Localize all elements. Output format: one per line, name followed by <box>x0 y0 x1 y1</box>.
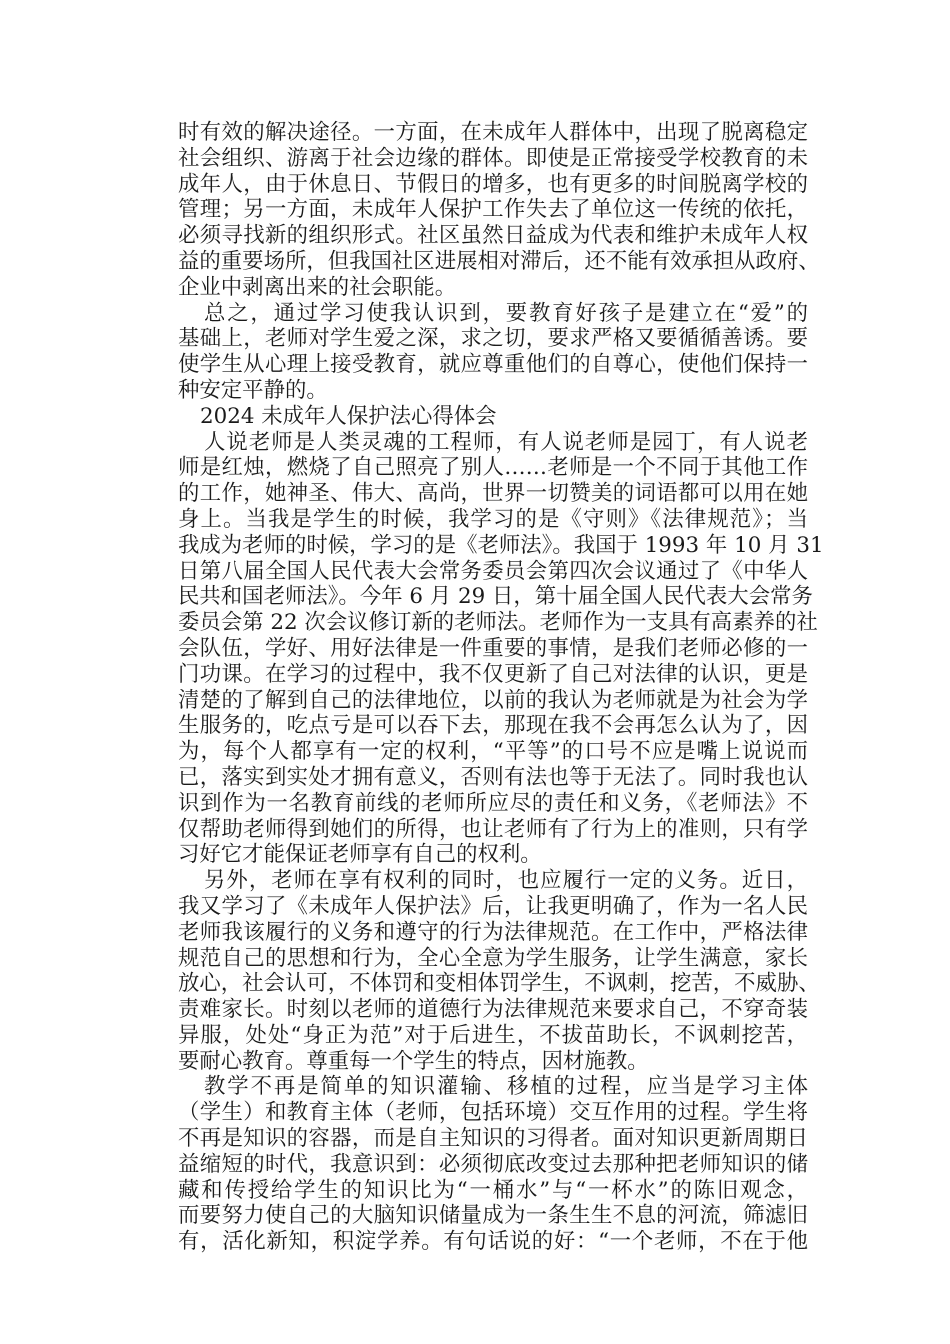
text-line: 放心，社会认可，不体罚和变相体罚学生，不讽刺，挖苦，不威胁、 <box>178 971 820 997</box>
text-line: 益缩短的时代，我意识到：必须彻底改变过去那种把老师知识的储 <box>178 1151 808 1177</box>
text-line: 而要努力使自己的大脑知识储量成为一条生生不息的河流，筛滤旧 <box>178 1203 808 1229</box>
text-line: 识到作为一名教育前线的老师所应尽的责任和义务，《老师法》不 <box>178 790 808 816</box>
text-line: 使学生从心理上接受教育，就应尊重他们的自尊心，使他们保持一 <box>178 352 808 378</box>
text-line: 种安定平静的。 <box>178 377 328 403</box>
text-line: 异服，处处“身正为范”对于后进生，不拔苗助长，不讽刺挖苦， <box>178 1022 808 1048</box>
text-line: 老师我该履行的义务和遵守的行为法律规范。在工作中，严格法律 <box>178 919 808 945</box>
text-line: 责难家长。时刻以老师的道德行为法律规范来要求自己，不穿奇装 <box>178 997 808 1023</box>
text-line: 习好它才能保证老师享有自己的权利。 <box>178 842 542 868</box>
text-line: 藏和传授给学生的知识比为“一桶水”与“一杯水”的陈旧观念， <box>178 1177 808 1203</box>
text-line: 生服务的，吃点亏是可以吞下去，那现在我不会再怎么认为了，因 <box>178 713 808 739</box>
text-line: 师是红烛，燃烧了自己照亮了别人……老师是一个不同于其他工作 <box>178 455 808 481</box>
text-line: 已，落实到实处才拥有意义，否则有法也等于无法了。同时我也认 <box>178 764 808 790</box>
text-line: 人说老师是人类灵魂的工程师，有人说老师是园丁，有人说老 <box>204 429 808 455</box>
text-line: 规范自己的思想和行为，全心全意为学生服务，让学生满意，家长 <box>178 945 808 971</box>
text-line: 仅帮助老师得到她们的所得，也让老师有了行为上的准则，只有学 <box>178 816 808 842</box>
document-body <box>178 120 824 1255</box>
section-heading: 2024 未成年人保护法心得体会 <box>200 403 497 429</box>
text-line: （学生）和教育主体（老师，包括环境）交互作用的过程。学生将 <box>178 1100 808 1126</box>
text-line: 会队伍，学好、用好法律是一件重要的事情，是我们老师必修的一 <box>178 635 808 661</box>
text-line: 日第八届全国人民代表大会常务委员会第四次会议通过了《中华人 <box>178 558 808 584</box>
text-line: 另外，老师在享有权利的同时，也应履行一定的义务。近日， <box>204 868 808 894</box>
text-line: 不再是知识的容器，而是自主知识的习得者。面对知识更新周期日 <box>178 1126 808 1152</box>
text-line: 我成为老师的时候，学习的是《老师法》。我国于 1993 年 10 月 31 <box>178 532 824 558</box>
text-line: 身上。当我是学生的时候，我学习的是《守则》《法律规范》；当 <box>178 506 808 532</box>
text-line: 企业中剥离出来的社会职能。 <box>178 274 457 300</box>
text-line: 基础上，老师对学生爱之深，求之切，要求严格又要循循善诱。要 <box>178 326 808 352</box>
text-line: 为，每个人都享有一定的权利，“平等”的口号不应是嘴上说说而 <box>178 739 808 765</box>
text-line: 管理；另一方面，未成年人保护工作失去了单位这一传统的依托， <box>178 197 808 223</box>
text-line: 门功课。在学习的过程中，我不仅更新了自己对法律的认识，更是 <box>178 661 808 687</box>
text-line: 教学不再是简单的知识灌输、移植的过程，应当是学习主体 <box>204 1074 808 1100</box>
text-line: 我又学习了《未成年人保护法》后，让我更明确了，作为一名人民 <box>178 893 808 919</box>
text-line: 清楚的了解到自己的法律地位，以前的我认为老师就是为社会为学 <box>178 687 808 713</box>
text-line: 益的重要场所，但我国社区进展相对滞后，还不能有效承担从政府、 <box>178 248 820 274</box>
text-line: 社会组织、游离于社会边缘的群体。即使是正常接受学校教育的未 <box>178 145 808 171</box>
text-line: 成年人，由于休息日、节假日的增多，也有更多的时间脱离学校的 <box>178 171 808 197</box>
text-line: 必须寻找新的组织形式。社区虽然日益成为代表和维护未成年人权 <box>178 223 808 249</box>
text-line: 有，活化新知，积淀学养。有句话说的好：“一个老师，不在于他 <box>178 1229 808 1255</box>
text-line: 总之，通过学习使我认识到，要教育好孩子是建立在“爱”的 <box>204 300 808 326</box>
text-line: 要耐心教育。尊重每一个学生的特点，因材施教。 <box>178 1048 649 1074</box>
text-line: 时有效的解决途径。一方面，在未成年人群体中，出现了脱离稳定 <box>178 120 808 145</box>
text-line: 委员会第 22 次会议修订新的老师法。老师作为一支具有高素养的社 <box>178 610 818 636</box>
text-line: 民共和国老师法》。今年 6 月 29 日，第十届全国人民代表大会常务 <box>178 584 813 610</box>
text-line: 的工作，她神圣、伟大、高尚，世界一切赞美的词语都可以用在她 <box>178 481 808 507</box>
